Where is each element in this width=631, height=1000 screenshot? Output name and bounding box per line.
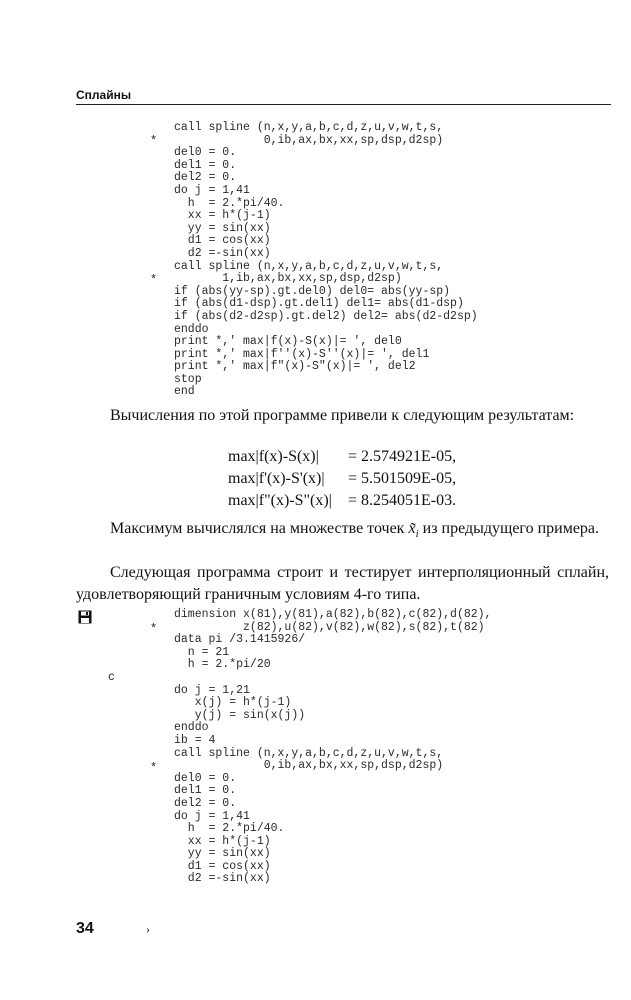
code-line: end [174,385,195,399]
math-symbol: x̃ [408,520,416,537]
code-line: d2 =-sin(xx) [174,246,271,260]
code-line: d1 = cos(xx) [174,859,271,873]
code-line: del2 = 0. [174,796,237,810]
code-line: h = 2.*pi/20 [174,658,271,672]
code-line: x(j) = h*(j-1) [174,696,292,710]
paragraph-text: Максимум вычислялся на множестве точек [110,520,409,537]
code-line: n = 21 [174,645,230,659]
code-line: 1,ib,ax,bx,xx,sp,dsp,d2sp) [174,272,402,286]
code-line: del0 = 0. [174,771,237,785]
code-line: ib = 4 [174,733,216,747]
running-header: Сплайны [76,88,132,102]
code-line: call spline (n,x,y,a,b,c,d,z,u,v,w,t,s, [174,746,444,760]
code-line: del2 = 0. [174,171,237,185]
code-line: yy = sin(xx) [174,221,271,235]
result-row [228,490,456,512]
code-line: yy = sin(xx) [174,847,271,861]
code-line: print *,' max|f''(x)-S''(x)|= ', del1 [174,347,430,361]
result-expression: max|f"(x)-S"(x)| [228,492,332,509]
result-value: = 5.501509E-05, [348,470,457,487]
code-line: if (abs(d2-d2sp).gt.del2) del2= abs(d2-d2sp) [174,309,478,323]
code-line: z(82),u(82),v(82),w(82),s(82),t(82) [174,620,485,634]
code-line: do j = 1,41 [174,809,250,823]
result-expression: max|f(x)-S(x)| [228,448,319,465]
code-line: print *,' max|f(x)-S(x)|= ', del0 [174,335,402,349]
page-number: 34 [76,920,94,937]
result-row [228,468,456,490]
code-line: enddo [174,721,209,735]
code-line: 0,ib,ax,bx,xx,sp,dsp,d2sp) [174,759,444,773]
paragraph [76,518,609,545]
code-line: if (abs(d1-dsp).gt.del1) del1= abs(d1-dsp) [174,297,464,311]
continuation-mark: * [150,273,158,287]
code-line [174,672,491,685]
paragraph: Следующая программа строит и тестирует интерполяционный сплайн, удовлетворяющий граничным условиям 4-го типа. [76,564,609,603]
code-line: stop [174,372,202,386]
code-line: h = 2.*pi/40. [174,822,285,836]
result-expression: max|f'(x)-S'(x)| [228,470,325,487]
code-line: y(j) = sin(x(j)) [174,708,306,722]
paragraph: Вычисления по этой программе привели к следующим результатам: [110,407,575,424]
code-line: call spline (n,x,y,a,b,c,d,z,u,v,w,t,s, [174,259,444,273]
footer-mark: › [146,922,150,936]
code-line: enddo [174,322,209,336]
code-block-1 [174,122,478,399]
continuation-mark: * [150,134,158,148]
code-line: xx = h*(j-1) [174,209,271,223]
code-line: xx = h*(j-1) [174,834,271,848]
code-line: print *,' max|f"(x)-S"(x)|= ', del2 [174,360,416,374]
result-row [228,446,456,468]
math-subscript: i [415,528,419,541]
code-line: d2 =-sin(xx) [174,872,271,886]
header-rule [76,104,611,105]
code-line: do j = 1,21 [174,683,250,697]
result-value: = 8.254051E-03. [348,492,457,509]
code-line: if (abs(yy-sp).gt.del0) del0= abs(yy-sp) [174,284,451,298]
results-block [228,446,456,512]
code-line: data pi /3.1415926/ [174,633,306,647]
comment-letter: c [108,671,115,684]
result-value: = 2.574921E-05, [348,448,457,465]
continuation-mark: * [150,761,158,775]
code-line: dimension x(81),y(81),a(82),b(82),c(82),d(82), [174,608,492,621]
floppy-disk-icon [78,610,92,624]
code-line: del1 = 0. [174,784,237,798]
code-line: do j = 1,41 [174,183,250,197]
continuation-mark: * [150,622,158,636]
code-line: del1 = 0. [174,158,237,172]
paragraph-text: из предыдущего примера. [418,520,600,537]
code-block-2 [174,609,491,886]
code-line: del0 = 0. [174,146,237,160]
code-line: h = 2.*pi/40. [174,196,285,210]
code-line: 0,ib,ax,bx,xx,sp,dsp,d2sp) [174,133,444,147]
code-line: d1 = cos(xx) [174,234,271,248]
code-line: call spline (n,x,y,a,b,c,d,z,u,v,w,t,s, [174,121,444,134]
